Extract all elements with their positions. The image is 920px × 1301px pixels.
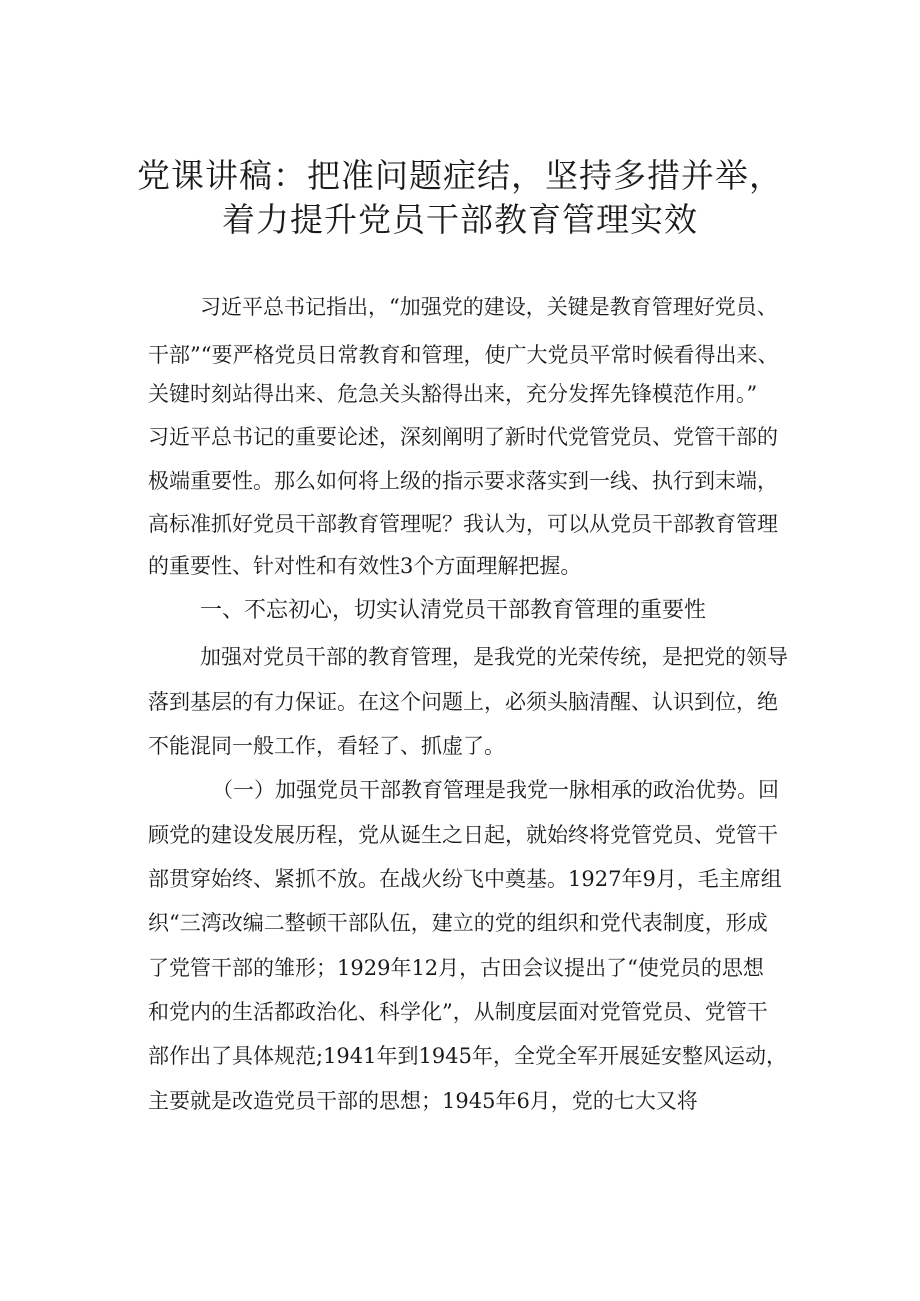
intro-line: 关键时刻站得出来、危急关头豁得出来，充分发挥先锋模范作用。” xyxy=(148,382,758,406)
section-1-heading: 一、不忘初心，切实认清党员干部教育管理的重要性 xyxy=(200,598,707,623)
subsection-1-line: （一）加强党员干部教育管理是我党一脉相承的政治优势。回 xyxy=(212,778,779,802)
intro-line: 高标准抓好党员干部教育管理呢？我认为，可以从党员干部教育管理 xyxy=(148,512,778,536)
subsection-1-line: 顾党的建设发展历程，党从诞生之日起，就始终将党管党员、党管干 xyxy=(148,823,778,847)
document-title-line-2: 着力提升党员干部教育管理实效 xyxy=(222,200,698,239)
subsection-1-line: 和党内的生活都政治化、科学化”，从制度层面对党管党员、党管干 xyxy=(148,1000,768,1024)
subsection-1-line: 主要就是改造党员干部的思想；1945年6月，党的七大又将 xyxy=(148,1089,698,1113)
document-title-line-1: 党课讲稿：把准问题症结，坚持多措并举， xyxy=(137,156,783,195)
intro-line: 干部”“要严格党员日常教育和管理，使广大党员平常时候看得出来、 xyxy=(148,343,779,367)
intro-line: 习近平总书记指出，“加强党的建设，关键是教育管理好党员、 xyxy=(200,295,778,319)
section-1-line: 不能混同一般工作，看轻了、抓虚了。 xyxy=(148,734,505,758)
intro-line: 的重要性、针对性和有效性3个方面理解把握。 xyxy=(148,554,582,578)
subsection-1-line: 部贯穿始终、紧抓不放。在战火纷飞中奠基。1927年9月，毛主席组 xyxy=(148,867,782,891)
subsection-1-line: 部作出了具体规范;1941年到1945年，全党全军开展延安整风运动， xyxy=(148,1044,787,1068)
intro-line: 极端重要性。那么如何将上级的指示要求落实到一线、执行到末端， xyxy=(148,469,778,493)
subsection-1-line: 织“三湾改编二整顿干部队伍，建立的党的组织和党代表制度，形成 xyxy=(148,911,768,935)
section-1-line: 加强对党员干部的教育管理，是我党的光荣传统，是把党的领导 xyxy=(200,645,788,669)
intro-line: 习近平总书记的重要论述，深刻阐明了新时代党管党员、党管干部的 xyxy=(148,425,778,449)
subsection-1-line: 了党管干部的雏形；1929年12月，古田会议提出了“使党员的思想 xyxy=(148,956,764,980)
section-1-line: 落到基层的有力保证。在这个问题上，必须头脑清醒、认识到位，绝 xyxy=(148,690,778,714)
